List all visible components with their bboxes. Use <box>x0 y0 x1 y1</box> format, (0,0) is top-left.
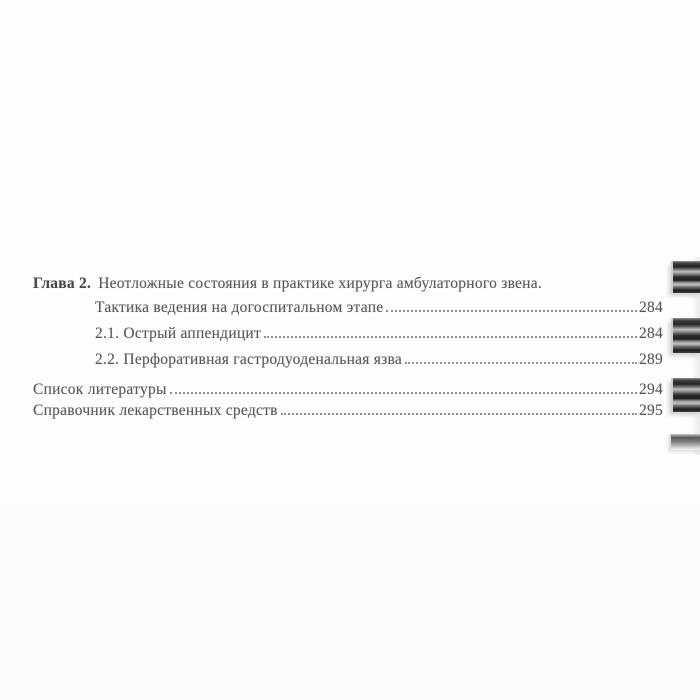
table-of-contents <box>33 0 663 700</box>
toc-entry <box>95 350 663 369</box>
toc-chapter-title-row <box>33 274 663 293</box>
book-page-edge-tab-1 <box>671 261 700 293</box>
toc-entry-text: 2.2. Перфоративная гастродуоденальная язва <box>95 351 403 368</box>
dot-leader <box>281 413 637 415</box>
chapter-page-number: 284 <box>639 299 663 316</box>
toc-entry-text: 2.1. Острый аппендицит <box>95 325 261 342</box>
toc-entry-text: Список литературы <box>33 381 167 398</box>
chapter-title: Неотложные состояния в практике хирурга амбулаторного звена. <box>98 275 542 292</box>
toc-entry-page-number: 284 <box>639 325 663 342</box>
dot-leader <box>386 310 637 312</box>
toc-entry <box>33 380 663 399</box>
dot-leader <box>405 362 637 364</box>
toc-entry-page-number: 294 <box>639 381 663 398</box>
chapter-subtitle: Тактика ведения на догоспитальном этапе <box>95 299 384 316</box>
toc-entry-text: Справочник лекарственных средств <box>33 402 278 419</box>
toc-entry-page-number: 295 <box>639 402 663 419</box>
toc-entry <box>95 324 663 343</box>
book-page-edge-tab-4 <box>669 434 700 450</box>
dot-leader <box>170 392 637 394</box>
book-page-edge-tab-3 <box>671 378 700 412</box>
toc-entry-page-number: 289 <box>639 351 663 368</box>
book-page-edge-tab-2 <box>671 318 700 353</box>
dot-leader <box>264 336 637 338</box>
toc-chapter-subtitle-row <box>95 298 663 317</box>
chapter-label: Глава 2. <box>33 275 92 292</box>
toc-entry <box>33 401 663 420</box>
